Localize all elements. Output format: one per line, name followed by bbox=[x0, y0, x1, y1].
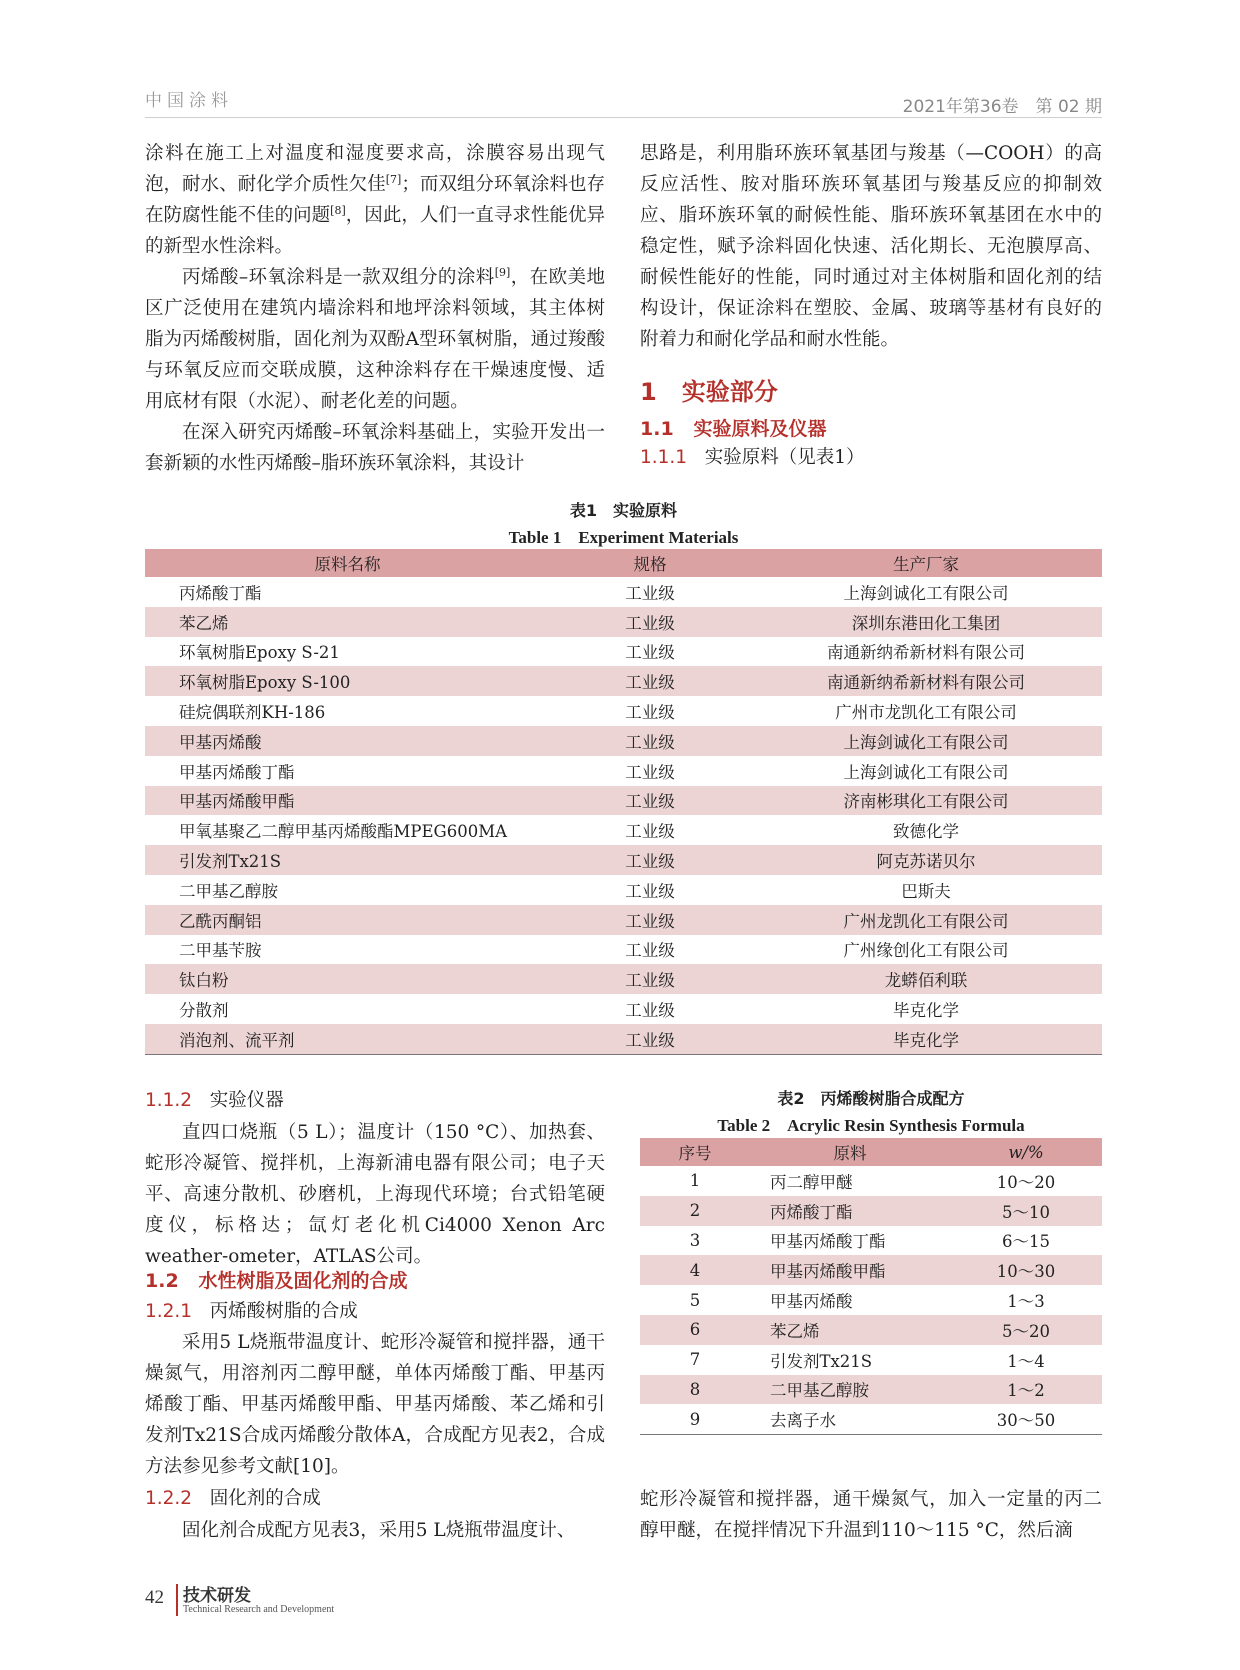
table-cell: 甲基丙烯酸 bbox=[770, 1292, 853, 1312]
heading-number: 1.1 bbox=[640, 418, 674, 440]
issue-info: 2021年第36卷 第 02 期 bbox=[902, 97, 1102, 117]
table-cell: 上海剑诚化工有限公司 bbox=[843, 583, 1009, 603]
table-cell: 二甲基乙醇胺 bbox=[179, 881, 278, 901]
heading-number: 1.2.2 bbox=[145, 1488, 193, 1509]
paragraph-3: 在深入研究丙烯酸–环氧涂料基础上，实验开发出一套新颖的水性丙烯酸–脂环族环氧涂料，其设计 bbox=[145, 422, 605, 474]
section-heading-1-2-2 bbox=[145, 1484, 321, 1510]
table-row bbox=[640, 1226, 1102, 1256]
table-row bbox=[145, 964, 1102, 994]
table-cell: 致德化学 bbox=[893, 822, 959, 842]
table-row bbox=[145, 1024, 1102, 1054]
table-row bbox=[640, 1375, 1102, 1405]
section-heading-1-1-2 bbox=[145, 1086, 284, 1112]
table-row bbox=[145, 786, 1102, 816]
table-cell: 阿克苏诺贝尔 bbox=[750, 845, 1102, 875]
table-row bbox=[145, 637, 1102, 667]
table-cell: 工业级 bbox=[550, 1024, 750, 1054]
heading-number: 1.2.1 bbox=[145, 1301, 193, 1322]
table-row bbox=[145, 666, 1102, 696]
curing-agent-text bbox=[145, 1515, 605, 1546]
footer-section-cn: 技术研发 bbox=[183, 1586, 251, 1606]
section-heading-1-2 bbox=[145, 1266, 408, 1293]
table-row bbox=[145, 935, 1102, 965]
table-cell: 1 bbox=[689, 1171, 701, 1191]
materials-table bbox=[145, 549, 1102, 1055]
table-cell: 硅烷偶联剂KH-186 bbox=[179, 703, 326, 723]
section-heading-1-1-1 bbox=[640, 443, 865, 469]
table1-caption-en: Table 1 Experiment Materials bbox=[508, 528, 739, 547]
left-column-text bbox=[145, 138, 605, 479]
table-row bbox=[145, 696, 1102, 726]
table-cell: 龙蟒佰利联 bbox=[750, 964, 1102, 994]
section-heading-1-1 bbox=[640, 414, 827, 441]
table-cell: 9 bbox=[640, 1404, 750, 1434]
column-header: 原料名称 bbox=[145, 549, 550, 577]
table-row bbox=[640, 1404, 1102, 1434]
table-cell: 丙烯酸丁酯 bbox=[179, 583, 262, 603]
table-cell: 工业级 bbox=[550, 964, 750, 994]
table-cell: 8 bbox=[640, 1375, 750, 1405]
table-cell: 甲基丙烯酸丁酯 bbox=[770, 1232, 886, 1252]
table-cell: 二甲基苄胺 bbox=[179, 941, 262, 961]
journal-name: 中国涂料 bbox=[145, 91, 233, 111]
text: 丙烯酸–环氧涂料是一款双组分的涂料 bbox=[182, 267, 495, 288]
table-cell: 工业级 bbox=[625, 762, 675, 782]
footer-divider bbox=[176, 1584, 178, 1616]
header-divider bbox=[145, 117, 1102, 118]
table-cell: 南通新纳希新材料有限公司 bbox=[750, 666, 1102, 696]
table-cell: 引发剂Tx21S bbox=[770, 1351, 873, 1371]
table-row bbox=[145, 577, 1102, 607]
table-cell: 毕克化学 bbox=[893, 1001, 959, 1021]
table-row bbox=[145, 607, 1102, 637]
text: 涂料在施工上对温度和湿度要求高，涂膜容易出现气泡，耐水、耐化学介质性欠佳 bbox=[145, 143, 605, 195]
heading-number: 1.1.1 bbox=[640, 447, 688, 468]
section-heading-1-2-1 bbox=[145, 1297, 358, 1323]
table-cell: 乙酰丙酮铝 bbox=[145, 905, 550, 935]
table-cell: 环氧树脂Epoxy S-100 bbox=[145, 666, 550, 696]
paragraph: 固化剂合成配方见表3，采用5 L烧瓶带温度计、 bbox=[182, 1520, 576, 1541]
page-number: 42 bbox=[145, 1587, 164, 1608]
table-cell: 毕克化学 bbox=[750, 1024, 1102, 1054]
paragraph: 蛇形冷凝管和搅拌器，通干燥氮气，加入一定量的丙二醇甲醚，在搅拌情况下升温到110～115 °C，然后滴 bbox=[640, 1489, 1102, 1541]
table-cell: 10～20 bbox=[996, 1172, 1056, 1192]
table-cell: 工业级 bbox=[550, 666, 750, 696]
column-header: 生产厂家 bbox=[750, 549, 1102, 577]
table-row bbox=[640, 1166, 1102, 1196]
table-row bbox=[640, 1255, 1102, 1285]
column-header: 原料 bbox=[750, 1138, 950, 1166]
right-bottom-text bbox=[640, 1484, 1102, 1546]
table-cell: 5～10 bbox=[950, 1196, 1102, 1226]
table-cell: 工业级 bbox=[625, 822, 675, 842]
table2-caption-cn: 表2 丙烯酸树脂合成配方 bbox=[777, 1089, 965, 1108]
table-row bbox=[640, 1315, 1102, 1345]
table-cell: 广州龙凯化工有限公司 bbox=[750, 905, 1102, 935]
table-row bbox=[640, 1285, 1102, 1315]
paragraph-2 bbox=[145, 262, 605, 417]
table-cell: 6～15 bbox=[1002, 1232, 1050, 1252]
heading-text: 实验原料（见表1） bbox=[704, 447, 865, 468]
table-cell: 环氧树脂Epoxy S-21 bbox=[179, 643, 340, 663]
instruments-text bbox=[145, 1117, 605, 1272]
table-cell: 工业级 bbox=[550, 726, 750, 756]
table-cell: 甲基丙烯酸甲酯 bbox=[750, 1255, 950, 1285]
table-cell: 甲基丙烯酸 bbox=[145, 726, 550, 756]
column-header: 序号 bbox=[640, 1138, 750, 1166]
table-cell: 工业级 bbox=[625, 643, 675, 663]
table-row bbox=[145, 726, 1102, 756]
citation: [8] bbox=[330, 203, 346, 217]
heading-number: 1 bbox=[640, 378, 657, 406]
heading-text: 实验仪器 bbox=[209, 1090, 284, 1111]
heading-text: 实验部分 bbox=[681, 378, 778, 406]
right-column-text bbox=[640, 138, 1102, 355]
table-cell: 去离子水 bbox=[750, 1404, 950, 1434]
text: ，因此，人们一直寻求性能优异的新型水性涂料。 bbox=[145, 205, 605, 257]
table-cell: 消泡剂、流平剂 bbox=[145, 1024, 550, 1054]
table-header-row bbox=[640, 1138, 1102, 1166]
table-cell: 2 bbox=[640, 1196, 750, 1226]
table-header-row bbox=[145, 549, 1102, 577]
table-cell: 广州缘创化工有限公司 bbox=[843, 941, 1009, 961]
table-cell: 上海剑诚化工有限公司 bbox=[750, 726, 1102, 756]
table-cell: 苯乙烯 bbox=[750, 1315, 950, 1345]
table-cell: 4 bbox=[640, 1255, 750, 1285]
table-row bbox=[145, 994, 1102, 1024]
column-header: w/% bbox=[950, 1138, 1102, 1166]
table-cell: 苯乙烯 bbox=[145, 607, 550, 637]
table-row bbox=[145, 845, 1102, 875]
heading-text: 实验原料及仪器 bbox=[693, 418, 827, 440]
table-cell: 济南彬琪化工有限公司 bbox=[750, 786, 1102, 816]
table-row bbox=[640, 1196, 1102, 1226]
table-cell: 广州市龙凯化工有限公司 bbox=[835, 703, 1017, 723]
table-cell: 工业级 bbox=[625, 703, 675, 723]
table-cell: 1～3 bbox=[1007, 1292, 1045, 1312]
table-cell: 工业级 bbox=[550, 786, 750, 816]
table-cell: 10～30 bbox=[950, 1255, 1102, 1285]
table-row bbox=[640, 1345, 1102, 1375]
table-cell: 甲基丙烯酸丁酯 bbox=[179, 762, 295, 782]
formula-table bbox=[640, 1138, 1102, 1435]
section-heading-1 bbox=[640, 372, 778, 407]
table-cell: 分散剂 bbox=[179, 1001, 229, 1021]
table-cell: 5～20 bbox=[950, 1315, 1102, 1345]
table-cell: 工业级 bbox=[550, 845, 750, 875]
heading-text: 水性树脂及固化剂的合成 bbox=[198, 1270, 408, 1292]
table-cell: 工业级 bbox=[625, 1001, 675, 1021]
acrylic-synthesis-text bbox=[145, 1327, 605, 1482]
table-row bbox=[145, 905, 1102, 935]
table-cell: 30～50 bbox=[950, 1404, 1102, 1434]
table-row bbox=[145, 875, 1102, 905]
column-header: 规格 bbox=[550, 549, 750, 577]
paragraph: 采用5 L烧瓶带温度计、蛇形冷凝管和搅拌器，通干燥氮气，用溶剂丙二醇甲醚，单体丙烯酸丁酯、甲基丙烯酸丁酯、甲基丙烯酸甲酯、甲基丙烯酸、苯乙烯和引发剂Tx21S合成丙烯酸分散体A，合成配方见表2，合成方法参见参考文献[10]。 bbox=[145, 1332, 605, 1477]
table-cell: 南通新纳希新材料有限公司 bbox=[827, 643, 1025, 663]
table-cell: 巴斯夫 bbox=[901, 881, 951, 901]
heading-text: 丙烯酸树脂的合成 bbox=[209, 1301, 358, 1322]
table-row bbox=[145, 815, 1102, 845]
table-cell: 上海剑诚化工有限公司 bbox=[843, 762, 1009, 782]
table-cell: 钛白粉 bbox=[145, 964, 550, 994]
paragraph-continued: 思路是，利用脂环族环氧基团与羧基（—COOH）的高反应活性、胺对脂环族环氧基团与羧基反应的抑制效应、脂环族环氧的耐候性能、脂环族环氧基团在水中的稳定性，赋予涂料固化快速、活化期长、无泡膜厚高、耐候性能好的性能，同时通过对主体树脂和固化剂的结构设计，保证涂料在塑胶、金属、玻璃等基材有良好的附着力和耐化学品和耐水性能。 bbox=[640, 143, 1102, 350]
citation: [7] bbox=[385, 172, 402, 186]
table-cell: 甲氧基聚乙二醇甲基丙烯酸酯MPEG600MA bbox=[179, 822, 508, 842]
paragraph-1 bbox=[145, 138, 605, 262]
table-cell: 甲基丙烯酸甲酯 bbox=[145, 786, 550, 816]
table-cell: 深圳东港田化工集团 bbox=[750, 607, 1102, 637]
table1-caption-cn: 表1 实验原料 bbox=[569, 501, 678, 520]
heading-number: 1.1.2 bbox=[145, 1090, 193, 1111]
table-cell: 工业级 bbox=[550, 905, 750, 935]
table-cell: 二甲基乙醇胺 bbox=[750, 1375, 950, 1405]
table-cell: 工业级 bbox=[625, 941, 675, 961]
table-cell: 7 bbox=[689, 1350, 701, 1370]
table2-caption-en: Table 2 Acrylic Resin Synthesis Formula bbox=[717, 1116, 1025, 1135]
table-cell: 丙二醇甲醚 bbox=[770, 1172, 853, 1192]
text: ；而双组分环氧涂料也存在防腐性能不佳的问题 bbox=[145, 174, 605, 226]
table-cell: 引发剂Tx21S bbox=[145, 845, 550, 875]
table-cell: 丙烯酸丁酯 bbox=[750, 1196, 950, 1226]
table-cell: 5 bbox=[689, 1290, 701, 1310]
heading-text: 固化剂的合成 bbox=[209, 1488, 321, 1509]
table-cell: 3 bbox=[689, 1230, 701, 1250]
paragraph: 直四口烧瓶（5 L）；温度计（150 °C）、加热套、蛇形冷凝管、搅拌机，上海新浦电器有限公司；电子天平、高速分散机、砂磨机，上海现代环境；台式铅笔硬度仪，标格达；氙灯老化机Ci4000 Xenon Arc weather-ometer，ATLAS公司。 bbox=[145, 1122, 605, 1267]
footer-section-en: Technical Research and Development bbox=[183, 1604, 335, 1615]
table-cell: 1～2 bbox=[950, 1375, 1102, 1405]
table-row bbox=[145, 756, 1102, 786]
heading-number: 1.2 bbox=[145, 1270, 179, 1292]
table-cell: 工业级 bbox=[625, 881, 675, 901]
citation: [9] bbox=[494, 265, 511, 279]
table-cell: 工业级 bbox=[550, 607, 750, 637]
table-cell: 6 bbox=[640, 1315, 750, 1345]
table-cell: 工业级 bbox=[625, 583, 675, 603]
text: ，在欧美地区广泛使用在建筑内墙涂料和地坪涂料领域，其主体树脂为丙烯酸树脂，固化剂为双酚A型环氧树脂，通过羧酸与环氧反应而交联成膜，这种涂料存在干燥速度慢、适用底材有限（水泥）、耐老化差的问题。 bbox=[145, 267, 605, 412]
table-cell: 1～4 bbox=[1007, 1351, 1045, 1371]
